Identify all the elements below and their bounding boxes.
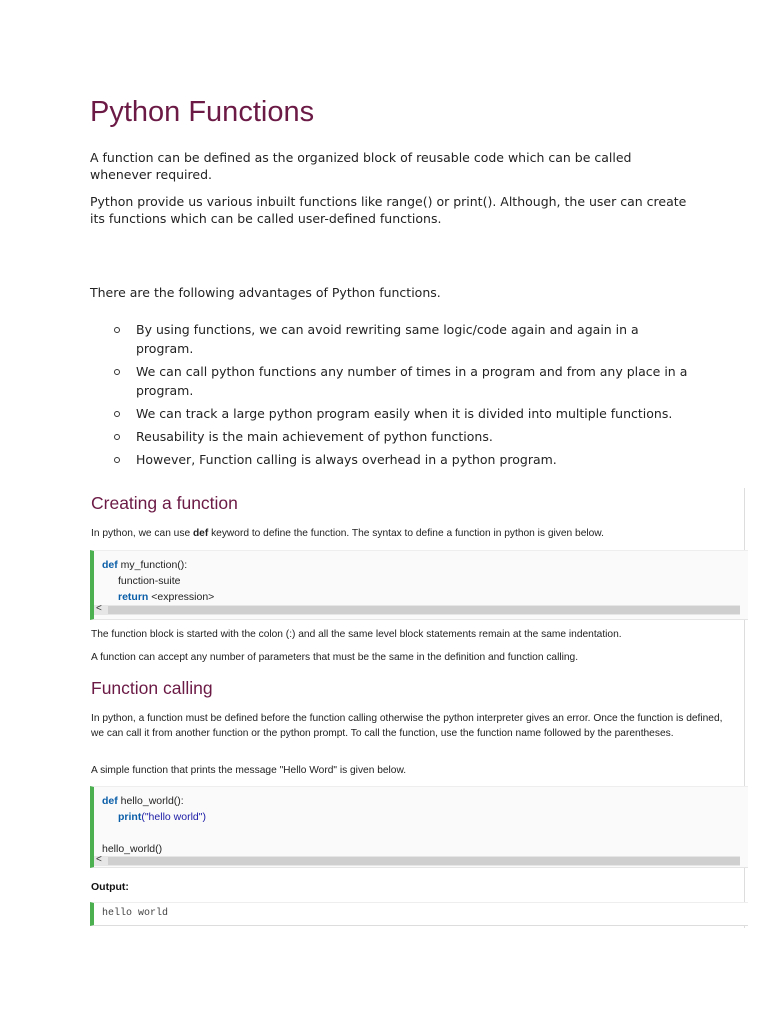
simple-function-description: A simple function that prints the message "Hello Word" is given below. [91, 765, 407, 776]
code-line: return <expression> [118, 591, 215, 603]
bullet-circle-icon [114, 369, 120, 375]
list-item: By using functions, we can avoid rewriting same logic/code again and again in a program. [90, 320, 690, 358]
advantages-list [90, 320, 690, 473]
code-line: hello_world() [102, 843, 163, 855]
horizontal-scrollbar[interactable] [94, 605, 740, 615]
code-line: def my_function(): [102, 559, 188, 571]
horizontal-scrollbar[interactable] [94, 856, 740, 866]
scroll-left-arrow-icon[interactable]: < [96, 603, 102, 614]
embedded-tutorial-screenshot [88, 488, 745, 928]
advantages-intro: There are the following advantages of Python functions. [90, 285, 441, 300]
scroll-left-arrow-icon[interactable]: < [96, 854, 102, 865]
params-description: A function can accept any number of parameters that must be the same in the definition and function calling. [91, 652, 579, 663]
code-line: def hello_world(): [102, 795, 184, 807]
bullet-circle-icon [114, 411, 120, 417]
bullet-circle-icon [114, 457, 120, 463]
intro-paragraph-2: Python provide us various inbuilt functions like range() or print(). Although, the user can create its functions which can be called user-defined functions. [90, 194, 687, 226]
code-line: print("hello world") [118, 811, 206, 823]
output-block [90, 902, 748, 926]
output-label: Output: [91, 881, 129, 893]
section-heading-creating: Creating a function [91, 493, 238, 513]
intro-paragraph-1: A function can be defined as the organized block of reusable code which can be called whenever required. [90, 150, 632, 182]
bullet-circle-icon [114, 327, 120, 333]
creating-description: In python, we can use def keyword to define the function. The syntax to define a function in python is given below. [91, 528, 604, 539]
list-item: We can call python functions any number of times in a program and from any place in a program. [90, 362, 690, 400]
list-item: However, Function calling is always overhead in a python program. [90, 450, 690, 469]
scrollbar-thumb[interactable] [108, 606, 740, 614]
section-heading-calling: Function calling [91, 678, 213, 698]
scrollbar-thumb[interactable] [108, 857, 740, 865]
list-item: We can track a large python program easily when it is divided into multiple functions. [90, 404, 690, 423]
calling-description: In python, a function must be defined before the function calling otherwise the python interpreter gives an error. Once the function is defined, we can call it from another function or the python prompt. To call the function, use the function name followed by the parentheses. [91, 713, 723, 739]
list-item: Reusability is the main achievement of python functions. [90, 427, 690, 446]
code-block-syntax [90, 550, 748, 620]
bullet-circle-icon [114, 434, 120, 440]
block-description: The function block is started with the colon (:) and all the same level block statements remain at the same indentation. [91, 629, 622, 640]
output-text: hello world [102, 908, 169, 919]
code-line: function-suite [118, 575, 181, 587]
code-block-hello [90, 786, 748, 868]
page-title: Python Functions [90, 96, 315, 128]
